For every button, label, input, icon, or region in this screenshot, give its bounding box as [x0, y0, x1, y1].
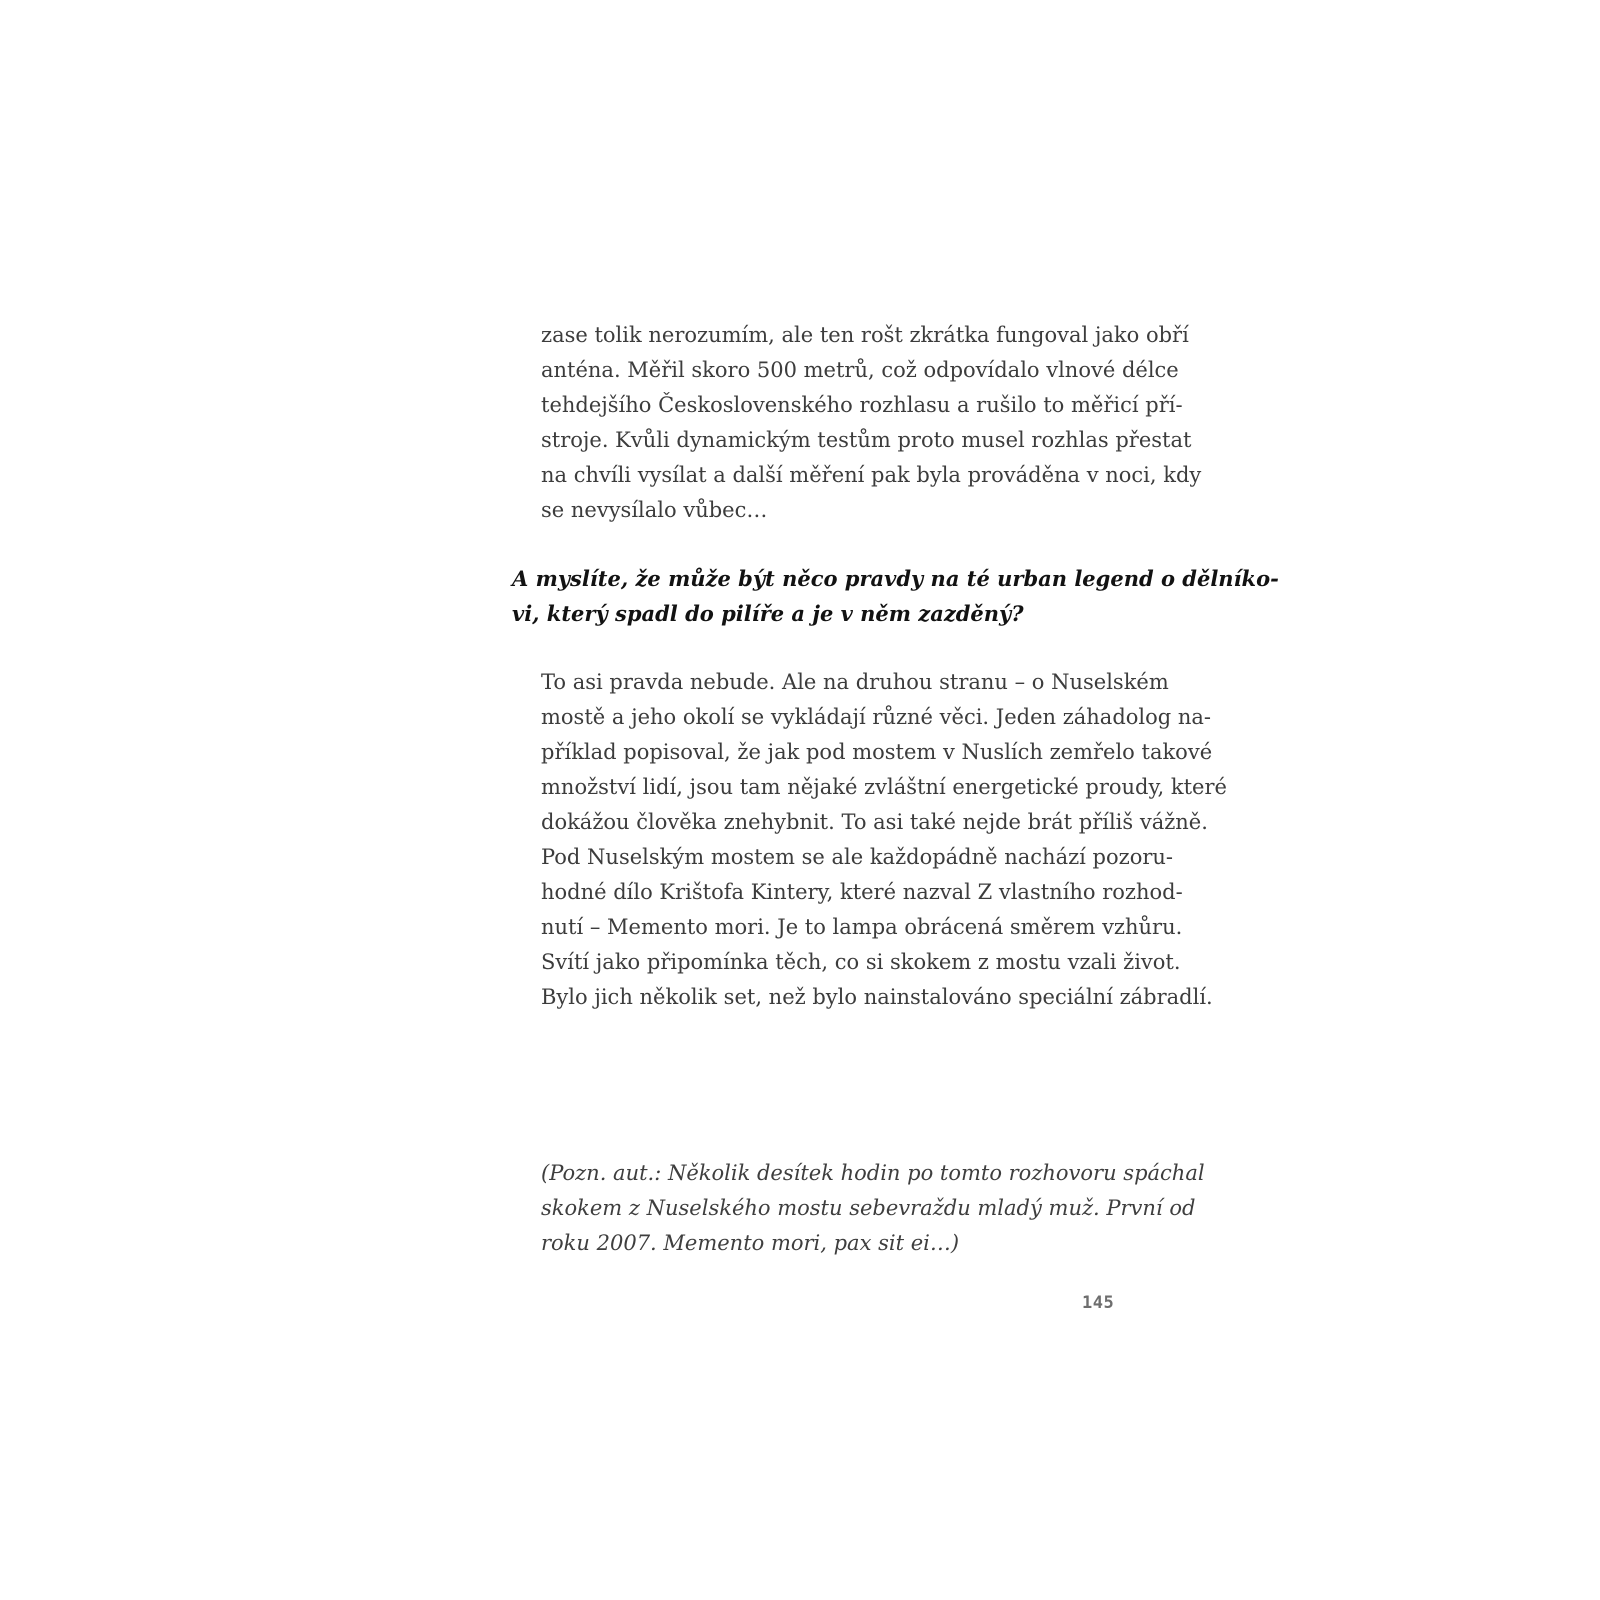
- question-line: A myslíte, že může být něco pravdy na té urban legend o dělníko-: [512, 566, 1279, 591]
- text-line: se nevysílalo vůbec…: [541, 498, 768, 522]
- note-line: roku 2007. Memento mori, pax sit ei…): [541, 1231, 960, 1255]
- text-line: hodné dílo Krištofa Kintery, které nazval Z vlastního rozhod-: [541, 880, 1183, 904]
- text-line: nutí – Memento mori. Je to lampa obrácená směrem vzhůru.: [541, 915, 1183, 939]
- text-line: tehdejšího Československého rozhlasu a rušilo to měřicí pří-: [541, 393, 1183, 417]
- page-number: 145: [1082, 1293, 1115, 1313]
- text-line: dokážou člověka znehybnit. To asi také nejde brát příliš vážně.: [541, 810, 1208, 834]
- text-line: zase tolik nerozumím, ale ten rošt zkrátka fungoval jako obří: [541, 323, 1189, 347]
- text-line: Pod Nuselským mostem se ale každopádně nachází pozoru-: [541, 845, 1174, 869]
- text-line: Svítí jako připomínka těch, co si skokem z mostu vzali život.: [541, 950, 1181, 974]
- note-line: skokem z Nuselského mostu sebevraždu mladý muž. První od: [541, 1196, 1196, 1220]
- answer-paragraph-continued: [541, 318, 1201, 528]
- text-line: anténa. Měřil skoro 500 metrů, což odpovídalo vlnové délce: [541, 358, 1179, 382]
- text-line: množství lidí, jsou tam nějaké zvláštní energetické proudy, které: [541, 775, 1227, 799]
- author-note: [541, 1156, 1205, 1261]
- text-line: To asi pravda nebude. Ale na druhou stranu – o Nuselském: [541, 670, 1169, 694]
- text-line: stroje. Kvůli dynamickým testům proto musel rozhlas přestat: [541, 428, 1192, 452]
- interview-question: [512, 561, 1279, 631]
- text-line: příklad popisoval, že jak pod mostem v Nuslích zemřelo takové: [541, 740, 1213, 764]
- question-line: vi, který spadl do pilíře a je v něm zazděný?: [512, 601, 1024, 626]
- note-line: (Pozn. aut.: Několik desítek hodin po tomto rozhovoru spáchal: [541, 1161, 1205, 1185]
- text-line: Bylo jich několik set, než bylo nainstalováno speciální zábradlí.: [541, 985, 1213, 1009]
- text-line: na chvíli vysílat a další měření pak byla prováděna v noci, kdy: [541, 463, 1202, 487]
- text-line: mostě a jeho okolí se vykládají různé věci. Jeden záhadolog na-: [541, 705, 1212, 729]
- answer-paragraph: [541, 665, 1227, 1015]
